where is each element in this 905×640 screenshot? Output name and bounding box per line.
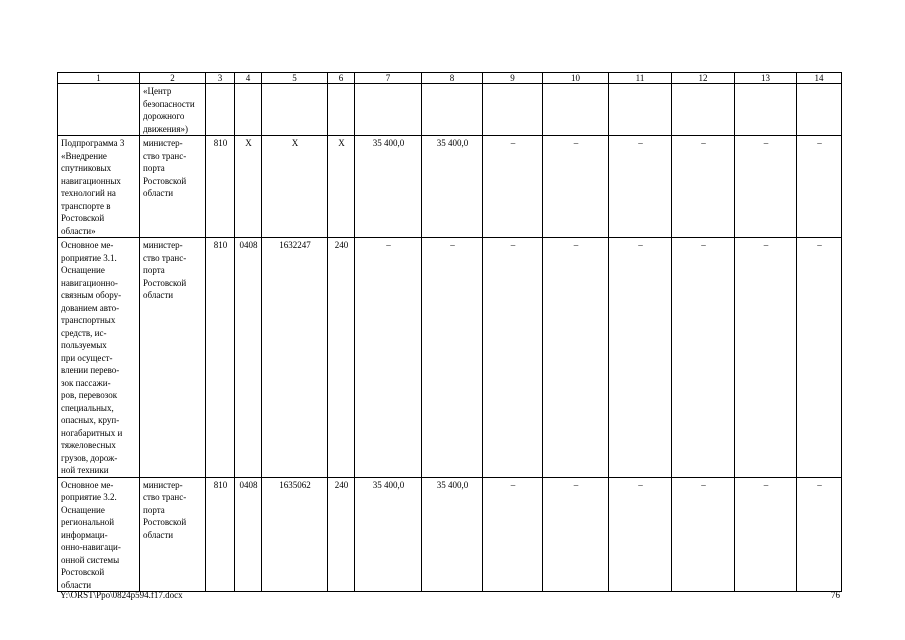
- value-cell: –: [355, 238, 422, 478]
- value-cell: –: [797, 238, 842, 478]
- value-cell: –: [797, 136, 842, 238]
- value-cell: –: [483, 238, 543, 478]
- column-number: 6: [328, 73, 355, 84]
- value-cell: 810: [206, 136, 235, 238]
- value-cell: Х: [262, 136, 328, 238]
- column-number: 11: [609, 73, 672, 84]
- executor-cell: «Центр безопасности дорожного движения»): [140, 84, 206, 136]
- executor-cell: министер- ство транс- порта Ростовской области: [140, 136, 206, 238]
- column-number: 12: [672, 73, 735, 84]
- column-number: 3: [206, 73, 235, 84]
- column-number: 1: [58, 73, 140, 84]
- value-cell: 810: [206, 477, 235, 592]
- column-number: 9: [483, 73, 543, 84]
- column-number: 8: [422, 73, 483, 84]
- value-cell: –: [609, 238, 672, 478]
- value-cell: Х: [328, 136, 355, 238]
- value-cell: [672, 84, 735, 136]
- value-cell: 240: [328, 477, 355, 592]
- value-cell: [355, 84, 422, 136]
- table-row: [58, 84, 842, 136]
- value-cell: –: [483, 136, 543, 238]
- value-cell: [422, 84, 483, 136]
- table-row: [58, 136, 842, 238]
- program-name-cell: Основное ме- роприятие 3.2. Оснащение региональной информаци- онно-навигаци- онной системы Ростовской области: [58, 477, 140, 592]
- value-cell: –: [672, 238, 735, 478]
- program-name-cell: Подпрограмма 3 «Внедрение спутниковых навигационных технологий на транспорте в Ростовской области»: [58, 136, 140, 238]
- column-number: 7: [355, 73, 422, 84]
- value-cell: [262, 84, 328, 136]
- value-cell: [206, 84, 235, 136]
- executor-cell: министер- ство транс- порта Ростовской области: [140, 238, 206, 478]
- value-cell: –: [672, 477, 735, 592]
- value-cell: 0408: [235, 477, 262, 592]
- value-cell: [328, 84, 355, 136]
- value-cell: –: [483, 477, 543, 592]
- value-cell: 1635062: [262, 477, 328, 592]
- value-cell: –: [735, 136, 797, 238]
- column-number: 13: [735, 73, 797, 84]
- value-cell: 240: [328, 238, 355, 478]
- program-name-cell: [58, 84, 140, 136]
- table-row: [58, 477, 842, 592]
- page-number: 76: [831, 590, 840, 600]
- value-cell: [483, 84, 543, 136]
- column-number: 2: [140, 73, 206, 84]
- column-number: 10: [543, 73, 609, 84]
- value-cell: Х: [235, 136, 262, 238]
- value-cell: –: [543, 136, 609, 238]
- value-cell: –: [609, 136, 672, 238]
- value-cell: –: [609, 477, 672, 592]
- column-number: 4: [235, 73, 262, 84]
- table-row: [58, 238, 842, 478]
- value-cell: [735, 84, 797, 136]
- file-path-footer: Y:\ORST\Ppo\0824p594.f17.docx: [60, 590, 183, 600]
- value-cell: 810: [206, 238, 235, 478]
- value-cell: [543, 84, 609, 136]
- value-cell: 0408: [235, 238, 262, 478]
- column-number: 5: [262, 73, 328, 84]
- value-cell: [797, 84, 842, 136]
- value-cell: –: [672, 136, 735, 238]
- value-cell: 1632247: [262, 238, 328, 478]
- budget-table: [57, 72, 842, 592]
- value-cell: [609, 84, 672, 136]
- value-cell: –: [797, 477, 842, 592]
- value-cell: 35 400,0: [355, 136, 422, 238]
- header-row: [58, 73, 842, 84]
- value-cell: 35 400,0: [422, 477, 483, 592]
- value-cell: –: [735, 477, 797, 592]
- value-cell: –: [735, 238, 797, 478]
- value-cell: –: [422, 238, 483, 478]
- executor-cell: министер- ство транс- порта Ростовской области: [140, 477, 206, 592]
- value-cell: –: [543, 238, 609, 478]
- value-cell: [235, 84, 262, 136]
- value-cell: –: [543, 477, 609, 592]
- value-cell: 35 400,0: [355, 477, 422, 592]
- program-name-cell: Основное ме- роприятие 3.1. Оснащение навигационно- связным обору- дованием авто- транспортных средств, ис- пользуемых при осущест- влении перево- зок пассажи- ров, перевозок специальных, опасных, круп- ногабаритных и тяжеловесных грузов, дорож- ной техники: [58, 238, 140, 478]
- column-number: 14: [797, 73, 842, 84]
- value-cell: 35 400,0: [422, 136, 483, 238]
